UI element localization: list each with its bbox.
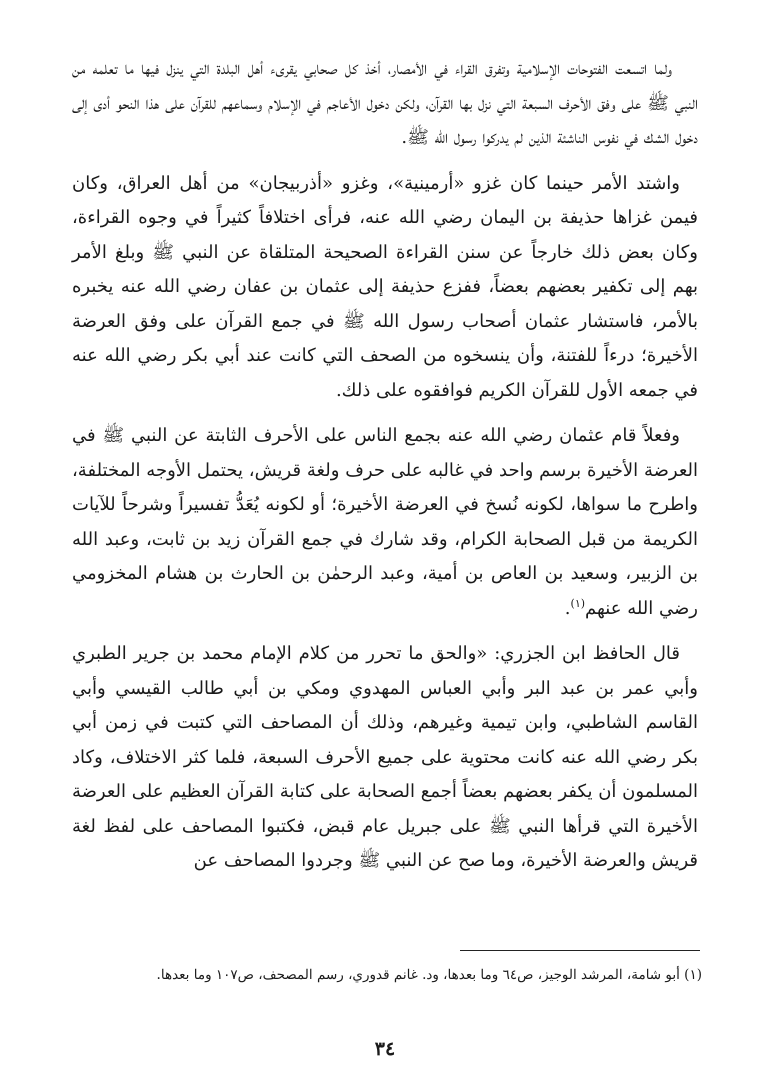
paragraph-end-period: . xyxy=(564,597,571,619)
paragraph-uthman-compilation xyxy=(72,419,698,626)
paragraph-armenia-azerbaijan: واشتد الأمر حينما كان غزو «أرمينية»، وغزو «أذربيجان» من أهل العراق، وكان فيمن غزاها حذيفة بن اليمان رضي الله عنه، فرأى اختلافاً كثيراً في وجوه القراءة، وكان بعض ذلك خارجاً عن سنن القراءة الصحيحة المتلقاة عن النبي ﷺ وبلغ الأمر بهم إلى تكفير بعضهم بعضاً، ففزع حذيفة إلى عثمان بن عفان رضي الله عنه يخبره بالأمر، فاستشار عثمان أصحاب رسول الله ﷺ في جمع القرآن على وفق العرضة الأخيرة؛ درءاً للفتنة، وأن ينسخوه من الصحف التي كانت عند أبي بكر رضي الله عنه في جمعه الأول للقرآن الكريم فوافقوه على ذلك. xyxy=(72,172,698,401)
paragraph-ibn-al-jazari-quote: قال الحافظ ابن الجزري: «والحق ما تحرر من كلام الإمام محمد بن جرير الطبري وأبي عمر بن عبد البر وأبي العباس المهدوي ومكي بن أبي طالب القيسي وأبي القاسم الشاطبي، وابن تيمية وغيرهم، وذلك أن المصاحف التي كتبت في زمن أبي بكر رضي الله عنه كانت محتوية على جميع الأحرف السبعة، فلما كثر الاختلاف، وكاد المسلمون أن يكفر بعضهم بعضاً أجمع الصحابة على كتابة القرآن العظيم على العرضة الأخيرة التي قرأها النبي ﷺ على جبريل عام قبض، فكتبوا المصاحف على لفظ لغة قريش والعرضة الأخيرة، وما صح عن النبي ﷺ وجردوا المصاحف عن xyxy=(72,643,698,871)
page-number: ٣٤ xyxy=(374,1038,396,1060)
paragraph-conquests: ولما اتسعت الفتوحات الإسلامية وتفرق القراء في الأمصار، أخذ كل صحابي يقرىء أهل البلدة التي ينزل فيها ما تعلمه من النبي ﷺ على وفق الأحرف السبعة التي نزل بها القرآن، ولكن دخول الأعاجم في الإسلام وسماعهم للقرآن على هذا النحو أدى إلى دخول الشك في نفوس الناشئة الذين لم يدركوا رسول الله ﷺ. xyxy=(72,58,698,148)
footnote-separator xyxy=(460,950,700,951)
main-text xyxy=(72,52,698,890)
footnote-reference: (١) xyxy=(570,596,586,610)
paragraph-uthman-compilation-text: وفعلاً قام عثمان رضي الله عنه بجمع الناس على الأحرف الثابتة عن النبي ﷺ في العرضة الأخيرة برسم واحد في غالبه على حرف ولغة قريش، يحتمل الأوجه المختلفة، واطرح ما سواها، لكونه نُسخ في العرضة الأخيرة؛ أو لكونه يُعَدُّ تفسيراً وشرحاً للآيات الكريمة من قبل الصحابة الكرام، وقد شارك في جمع القرآن زيد بن ثابت، وعبد الله بن الزبير، وسعيد بن العاص بن أمية، وعبد الرحمٰن بن الحارث بن هشام المخزومي رضي الله عنهم xyxy=(72,425,698,619)
footnote: (١) أبو شامة، المرشد الوجيز، ص٦٤ وما بعدها، ود. غانم قدوري، رسم المصحف، ص١٠٧ وما بعدها. xyxy=(156,967,702,983)
